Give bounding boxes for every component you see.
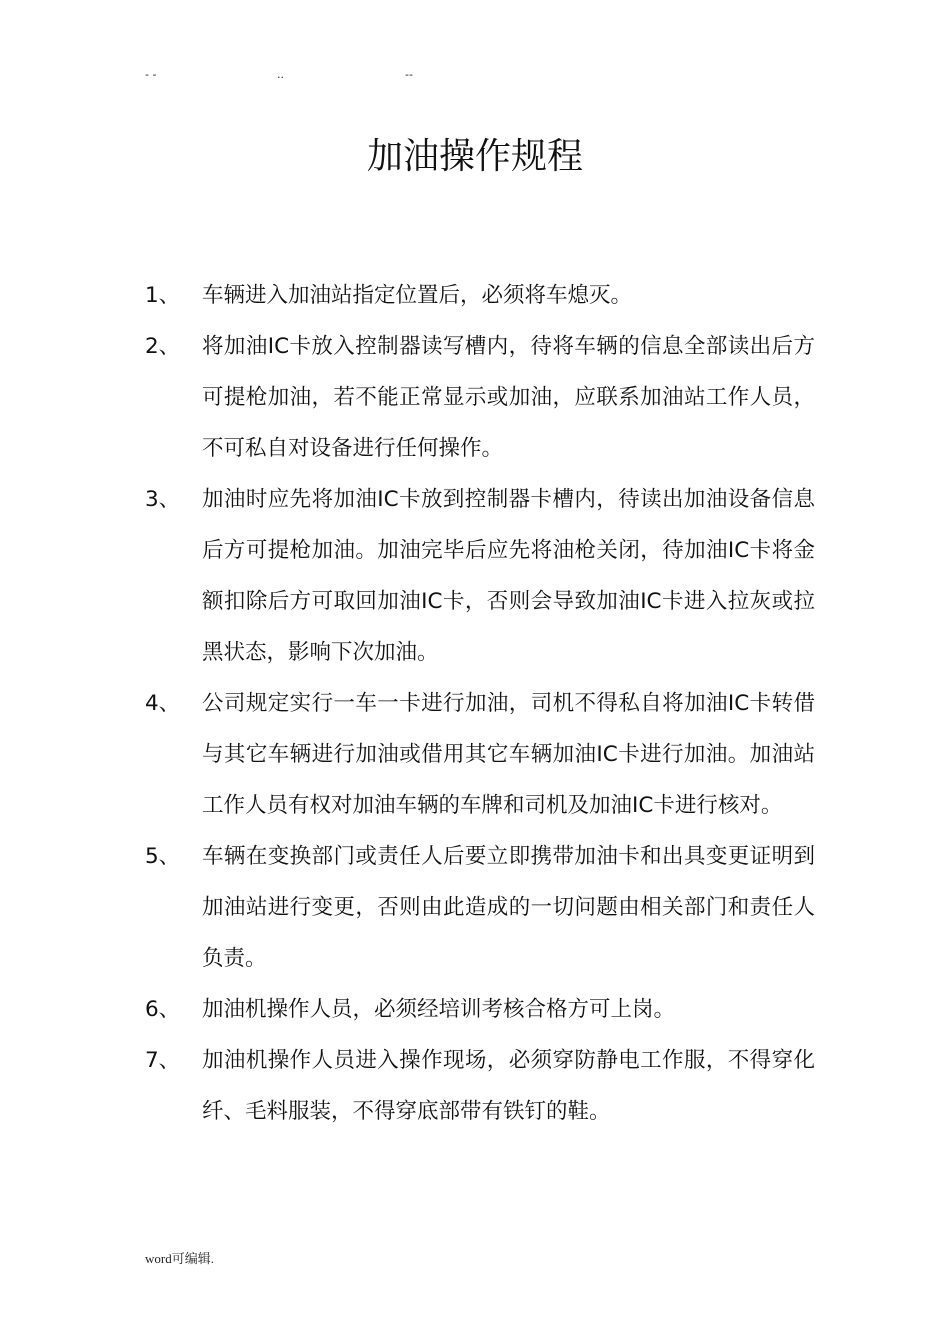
rule-text: 车辆在变换部门或责任人后要立即携带加油卡和出具变更证明到加油站进行变更，否则由此造成的一切问题由相关部门和责任人负责。 <box>202 844 815 971</box>
page-header-marks <box>0 68 950 84</box>
rule-item-3 <box>145 474 815 678</box>
rule-text: 公司规定实行一车一卡进行加油，司机不得私自将加油IC卡转借与其它车辆进行加油或借用其它车辆加油IC卡进行加油。加油站工作人员有权对加油车辆的车牌和司机及加油IC卡进行核对。 <box>202 691 815 818</box>
footer-note: word可编辑. <box>145 1251 214 1266</box>
rule-text: 加油机操作人员进入操作现场，必须穿防静电工作服，不得穿化纤、毛料服装，不得穿底部带有铁钉的鞋。 <box>202 1048 815 1124</box>
rule-item-4 <box>145 678 815 831</box>
rule-number: 2、 <box>145 334 181 359</box>
rule-text: 将加油IC卡放入控制器读写槽内，待将车辆的信息全部读出后方可提枪加油，若不能正常显示或加油，应联系加油站工作人员，不可私自对设备进行任何操作。 <box>202 334 815 461</box>
rule-number: 7、 <box>145 1048 181 1073</box>
rule-number: 6、 <box>145 997 181 1022</box>
header-mark-left: - - <box>145 68 157 81</box>
rule-item-7 <box>145 1035 815 1137</box>
rule-item-2 <box>145 321 815 474</box>
rule-item-5 <box>145 831 815 984</box>
rule-text: 车辆进入加油站指定位置后，必须将车熄灭。 <box>202 283 633 308</box>
rule-item-1 <box>145 270 815 321</box>
rules-list <box>145 270 815 1137</box>
rule-number: 4、 <box>145 691 181 716</box>
rule-number: 1、 <box>145 283 181 308</box>
document-title: 加油操作规程 <box>366 136 583 177</box>
rule-item-6 <box>145 984 815 1035</box>
rule-number: 5、 <box>145 844 181 869</box>
rule-text: 加油时应先将加油IC卡放到控制器卡槽内，待读出加油设备信息后方可提枪加油。加油完毕后应先将油枪关闭，待加油IC卡将金额扣除后方可取回加油IC卡，否则会导致加油IC卡进入拉灰或拉黑状态，影响下次加油。 <box>202 487 815 665</box>
header-mark-mid: .. <box>277 68 284 81</box>
rule-text: 加油机操作人员，必须经培训考核合格方可上岗。 <box>202 997 676 1022</box>
rule-number: 3、 <box>145 487 181 512</box>
header-mark-right: -- <box>405 68 413 81</box>
